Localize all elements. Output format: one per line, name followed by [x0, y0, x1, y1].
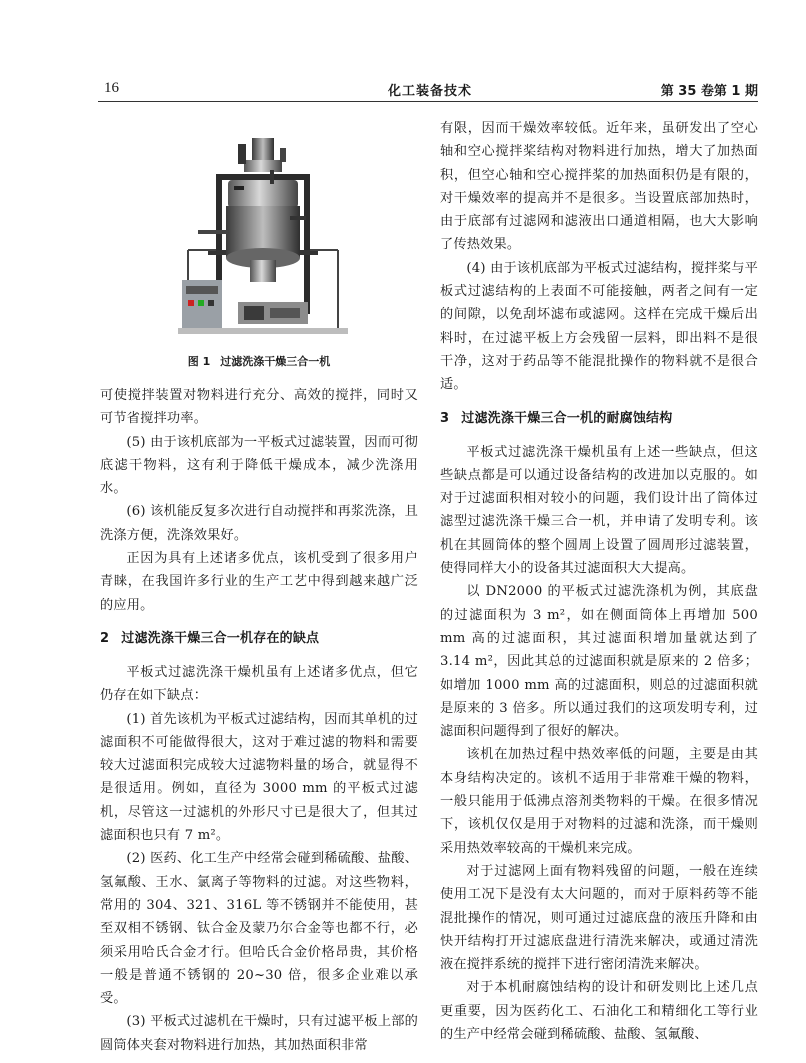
- volume-issue: 第 35 卷第 1 期: [660, 84, 758, 99]
- paragraph: (1) 首先该机为平板式过滤结构，因而其单机的过滤面积不可能做得很大，这对于难过滤的物料和需要较大过滤面积完成较大过滤物料量的场合，就显得不是很适用。例如，直径为 3000 mm 的平板式过滤机，尽管这一过滤机的外形尺寸已是很大了，但其过滤面积也只有 7 m²。: [100, 711, 418, 844]
- right-column: [440, 117, 758, 1046]
- left-column: [100, 384, 418, 1057]
- paragraph: 正因为具有上述诸多优点，该机受到了很多用户青睐，在我国许多行业的生产工艺中得到越来越广泛的应用。: [100, 551, 418, 613]
- machine-photo: [178, 130, 348, 345]
- section-heading: [100, 628, 418, 650]
- paragraph: 可使搅拌装置对物料进行充分、高效的搅拌，同时又可节省搅拌功率。: [100, 388, 418, 427]
- figure-number: 图 1: [187, 355, 211, 368]
- paragraph: 平板式过滤洗涤干燥机虽有上述一些缺点，但这些缺点都是可以通过设备结构的改进加以克服的。如对于过滤面积相对较小的问题，我们设计出了筒体过滤型过滤洗涤干燥三合一机，并申请了发明专利。该机在其圆筒体的整个圆周上设置了圆周形过滤装置，使得同样大小的设备其过滤面积大大提高。: [440, 444, 758, 577]
- paragraph: 以 DN2000 的平板式过滤洗涤机为例，其底盘的过滤面积为 3 m²，如在侧面筒体上再增加 500 mm 高的过滤面积，其过滤面积增加量就达到了 3.14 m²，因此其总的过滤面积就是原来的 2 倍多；如增加 1000 mm 高的过滤面积，则总的过滤面积就是原来的 3 倍多。所以通过我们的这项发明专利，过滤面积问题得到了很好的解决。: [440, 584, 758, 740]
- paragraph: (3) 平板式过滤机在干燥时，只有过滤平板上部的圆筒体夹套对物料进行加热，其加热面积非常: [100, 1014, 418, 1053]
- section-heading: [440, 408, 758, 430]
- page-number: 16: [104, 80, 119, 96]
- figure-caption-text: 过滤洗涤干燥三合一机: [220, 355, 331, 368]
- paragraph: (2) 医药、化工生产中经常会碰到稀硫酸、盐酸、氢氟酸、王水、氯离子等物料的过滤。对这些物料，常用的 304、321、316L 等不锈钢并不能使用，甚至双相不锈钢、钛合金及蒙乃尔合金等也都不行，必须采用哈氏合金才行。但哈氏合金价格昂贵，其价格一般是普通不锈钢的 20~30 倍，很多企业难以承受。: [100, 851, 418, 1007]
- paragraph: (6) 该机能反复多次进行自动搅拌和再浆洗涤，且洗涤方便，洗涤效果好。: [100, 504, 418, 543]
- section-number: 2: [100, 630, 110, 646]
- figure-caption: [100, 353, 418, 369]
- filter-dryer-machine-illustration: [178, 130, 348, 345]
- header-rule: [98, 101, 758, 102]
- section-title: 过滤洗涤干燥三合一机存在的缺点: [121, 630, 320, 646]
- paragraph: 对于本机耐腐蚀结构的设计和研发则比上述几点更重要，因为医药化工、石油化工和精细化工等行业的生产中经常会碰到稀硫酸、盐酸、氢氟酸、: [440, 980, 758, 1042]
- paragraph: 有限，因而干燥效率较低。近年来，虽研发出了空心轴和空心搅拌桨结构对物料进行加热，增大了加热面积，但空心轴和空心搅拌桨的加热面积仍是有限的，对干燥效率的提高并不是很多。当设置底部加热时，由于底部有过滤网和滤液出口通道相隔，也大大影响了传热效果。: [440, 121, 758, 253]
- running-header: [98, 76, 758, 100]
- paragraph: 平板式过滤洗涤干燥机虽有上述诸多优点，但它仍存在如下缺点：: [100, 664, 418, 704]
- paragraph: (4) 由于该机底部为平板式过滤结构，搅拌桨与平板式过滤结构的上表面不可能接触，两者之间有一定的间隙，以免刮坏滤布或滤网。这样在完成干燥后出料时，在过滤平板上方会残留一层料，即出料不是很干净，这对于药品等不能混批操作的物料就不是很合适。: [440, 260, 758, 393]
- section-title: 过滤洗涤干燥三合一机的耐腐蚀结构: [461, 410, 673, 426]
- paragraph: 对于过滤网上面有物料残留的问题，一般在连续使用工况下是没有太大问题的，而对于原料药等不能混批操作的情况，则可通过过滤底盘的液压升降和由快开结构打开过滤底盘进行清洗来解决，或通过清洗液在搅拌系统的搅拌下进行密闭清洗来解决。: [440, 863, 758, 973]
- section-number: 3: [440, 410, 450, 426]
- paragraph: 该机在加热过程中热效率低的问题，主要是由其本身结构决定的。该机不适用于非常难干燥的物料，一般只能用于低沸点溶剂类物料的干燥。在很多情况下，该机仅仅是用于对物料的过滤和洗涤，而干燥则采用热效率较高的干燥机来完成。: [440, 747, 758, 856]
- paragraph: (5) 由于该机底部为一平板式过滤装置，因而可彻底滤干物料，这有利于降低干燥成本，减少洗涤用水。: [100, 434, 418, 497]
- journal-title: 化工装备技术: [388, 84, 473, 99]
